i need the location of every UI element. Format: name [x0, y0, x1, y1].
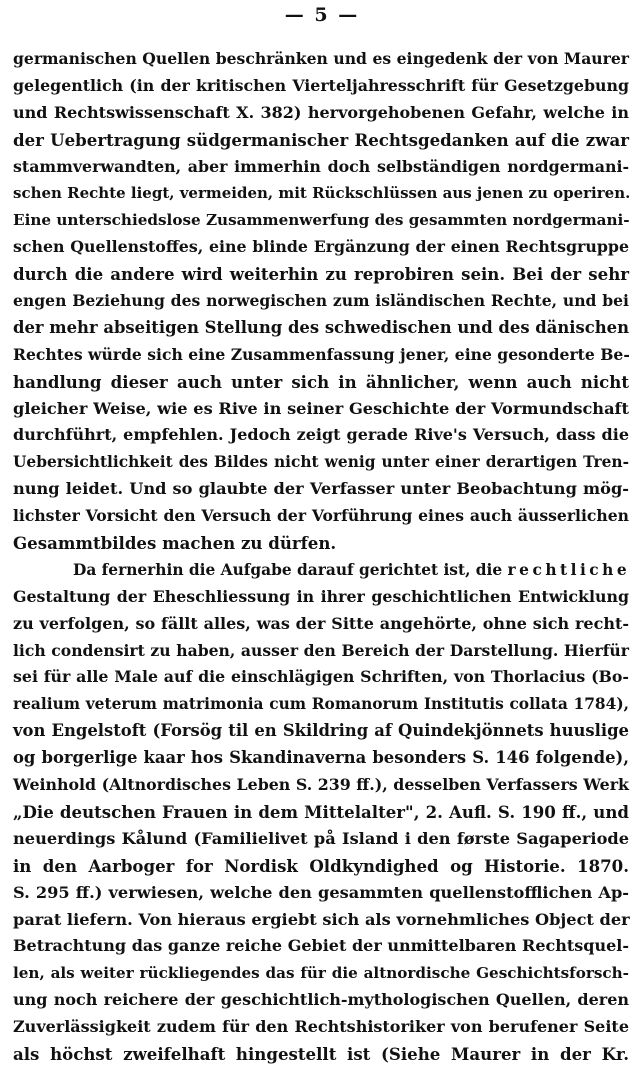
text-line: len, als weiter rückliegendes das für die altnordische Geschichtsforsch-: [13, 964, 629, 983]
text-line: Rechtes würde sich eine Zusammenfassung jener, eine gesonderte Be-: [13, 344, 630, 364]
text-line: gelegentlich (in der kritischen Vierteljahresschrift für Gesetzgebung: [13, 75, 629, 95]
text-line: engen Beziehung des norwegischen zum isländischen Rechte, und bei: [13, 291, 629, 311]
text-line: parat liefern. Von hieraus ergiebt sich als vornehmliches Object der: [13, 909, 630, 929]
paragraph-end-line: Gesammtbildes machen zu dürfen.: [13, 533, 337, 554]
text-line: durch die andere wird weiterhin zu reprobiren sein. Bei der sehr: [13, 264, 629, 285]
text-line: nung leidet. Und so glaubte der Verfasser unter Beobachtung mög-: [13, 479, 629, 499]
body-text: [13, 46, 629, 1068]
page-number: — 5 —: [284, 4, 360, 26]
text-line: Uebersichtlichkeit des Bildes nicht wenig unter einer derartigen Tren-: [13, 453, 629, 472]
text-line: als höchst zweifelhaft hingestellt ist (Siehe Maurer in der Kr.: [13, 1043, 629, 1064]
paragraph-start-text: Da fernerhin die Aufgabe darauf gerichtet ist, die: [73, 560, 503, 579]
text-line: „Die deutschen Frauen in dem Mittelalter", 2. Aufl. S. 190 ff., und: [13, 801, 629, 822]
text-line: Weinhold (Altnordisches Leben S. 239 ff.), desselben Verfassers Werk: [13, 775, 629, 795]
text-line: zu verfolgen, so fällt alles, was der Sitte angehörte, ohne sich recht-: [13, 613, 629, 633]
text-line: stammverwandten, aber immerhin doch selbständigen nordgermani-: [13, 156, 629, 176]
text-line: neuerdings Kålund (Familielivet på Island i den første Sagaperiode: [13, 828, 629, 848]
paragraph-start-line: [13, 557, 629, 584]
text-line: Eine unterschiedslose Zusammenwerfung des gesammten nordgermani-: [13, 211, 630, 230]
text-line: schen Rechte liegt, vermeiden, mit Rückschlüssen aus jenen zu operiren.: [13, 184, 631, 203]
text-line: lich condensirt zu haben, ausser den Bereich der Darstellung. Hierfür: [13, 640, 629, 660]
text-line: realium veterum matrimonia cum Romanorum Institutis collata 1784),: [13, 695, 629, 714]
text-line: S. 295 ff.) verwiesen, welche den gesammten quellenstofflichen Ap-: [13, 882, 629, 902]
text-line: Zuverlässigkeit zudem für den Rechtshistoriker von berufener Seite: [13, 1017, 629, 1037]
text-line: Gestaltung der Eheschliessung in ihrer geschichtlichen Entwicklung: [13, 586, 629, 606]
text-line: germanischen Quellen beschränken und es eingedenk der von Maurer: [13, 49, 629, 68]
emphasized-word: rechtliche: [507, 560, 631, 579]
text-line: und Rechtswissenschaft X. 382) hervorgehobenen Gefahr, welche in: [13, 102, 629, 122]
text-line: handlung dieser auch unter sich in ähnlicher, wenn auch nicht: [13, 371, 629, 392]
text-line: sei für alle Male auf die einschlägigen Schriften, von Thorlacius (Bo-: [13, 667, 629, 687]
text-line: von Engelstoft (Forsög til en Skildring af Quindekjönnets huuslige: [13, 721, 629, 741]
text-line: der mehr abseitigen Stellung des schwedischen und des dänischen: [13, 317, 629, 337]
text-line: gleicher Weise, wie es Rive in seiner Geschichte der Vormundschaft: [13, 398, 629, 418]
text-line: ung noch reichere der geschichtlich-mythologischen Quellen, deren: [13, 990, 629, 1010]
text-line: der Uebertragung südgermanischer Rechtsgedanken auf die zwar: [13, 129, 629, 150]
text-line: in den Aarboger for Nordisk Oldkyndighed og Historie. 1870.: [13, 855, 629, 876]
text-line: Betrachtung das ganze reiche Gebiet der unmittelbaren Rechtsquel-: [13, 936, 629, 956]
text-line: schen Quellenstoffes, eine blinde Ergänzung der einen Rechtsgruppe: [13, 237, 629, 257]
text-line: lichster Vorsicht den Versuch der Vorführung eines auch äusserlichen: [13, 506, 629, 526]
text-line: durchführt, empfehlen. Jedoch zeigt gerade Rive's Versuch, dass die: [13, 425, 629, 445]
text-line: og borgerlige kaar hos Skandinaverna besonders S. 146 folgende),: [13, 748, 629, 768]
